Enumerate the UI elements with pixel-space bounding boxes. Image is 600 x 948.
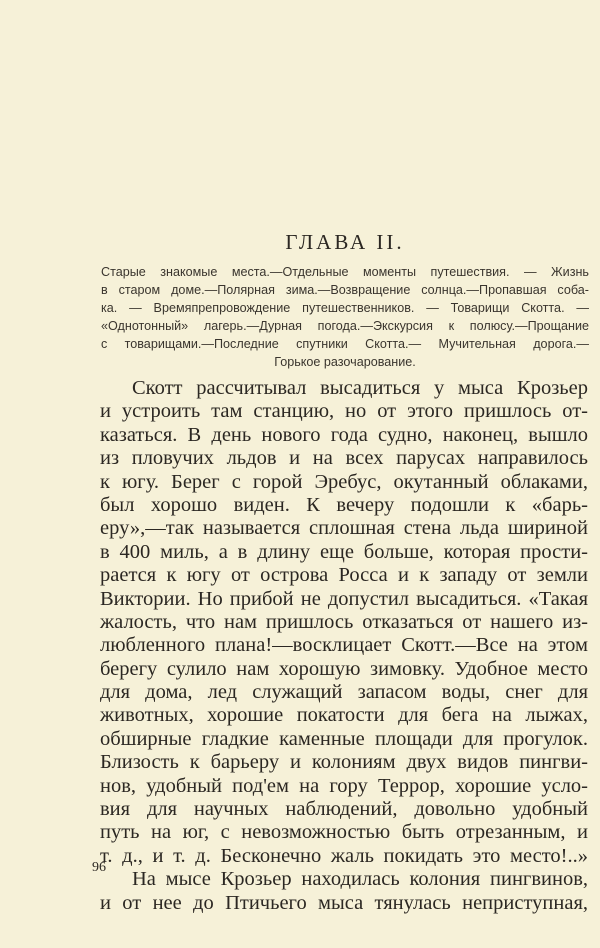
- text-line: и от нее до Птичьего мыса тянулась неприступная,: [100, 891, 588, 914]
- text-line: для дома, лед служащий запасом воды, снег для: [100, 681, 588, 704]
- text-line: жалость, что нам пришлось отказаться от нашего из-: [100, 610, 588, 633]
- summary-line: с товарищами.—Последние спутники Скотта.— Мучительная дорога.—: [101, 337, 589, 351]
- text-line: берегу сулило нам хорошую зимовку. Удобное место: [100, 657, 588, 680]
- text-line: любленного плана!—восклицает Скотт.—Все на этом: [100, 634, 588, 657]
- text-line: Виктории. Но прибой не допустил высадиться. «Такая: [100, 587, 588, 610]
- text-line: еру»,—так называется сплошная стена льда шириной: [100, 517, 588, 540]
- text-line: обширные гладкие каменные площади для прогулок.: [100, 727, 588, 750]
- text-line: животных, хорошие покатости для бега на лыжах,: [100, 704, 588, 727]
- text-line: из пловучих льдов и на всех парусах направилось: [100, 447, 588, 470]
- text-line: Скотт рассчитывал высадиться у мыса Крозьер: [132, 377, 588, 399]
- text-line: рается к югу от острова Росса и к западу от земли: [100, 564, 588, 587]
- chapter-summary: [101, 263, 589, 371]
- text-line: вия для научных наблюдений, довольно удобный: [100, 798, 588, 821]
- text-line: путь на юг, с невозможностью быть отрезанным, и: [100, 821, 588, 844]
- summary-line: «Однотонный» лагерь.—Дурная погода.—Экскурсия к полюсу.—Прощание: [101, 319, 589, 333]
- summary-line: в старом доме.—Полярная зима.—Возвращение солнца.—Пропавшая соба-: [101, 283, 589, 297]
- text-line: казаться. В день нового года судно, наконец, вышло: [100, 423, 588, 446]
- text-line: в 400 миль, а в длину еще больше, которая прости-: [100, 540, 588, 563]
- text-line: т. д., и т. д. Бесконечно жаль покидать это место!..»: [100, 844, 588, 867]
- page-number: 96: [92, 860, 106, 875]
- summary-line: Старые знакомые места.—Отдельные моменты путешествия. — Жизнь: [101, 265, 589, 279]
- text-line: Близость к барьеру и колониям двух видов пингви-: [100, 751, 588, 774]
- summary-line: Горькое разочарование.: [274, 355, 416, 369]
- text-line: к югу. Берег с горой Эребус, окутанный облаками,: [100, 470, 588, 493]
- chapter-heading: ГЛАВА II.: [285, 230, 405, 254]
- summary-line: ка. — Времяпрепровождение путешественников. — Товарищи Скотта. —: [101, 301, 589, 315]
- body-text: [100, 377, 588, 915]
- text-line: нов, удобный под'ем на гору Террор, хорошие усло-: [100, 774, 588, 797]
- text-line: и устроить там станцию, но от этого пришлось от-: [100, 400, 588, 423]
- text-line: На мысе Крозьер находилась колония пингвинов,: [132, 868, 588, 891]
- text-line: был хорошо виден. К вечеру подошли к «барь-: [100, 493, 588, 516]
